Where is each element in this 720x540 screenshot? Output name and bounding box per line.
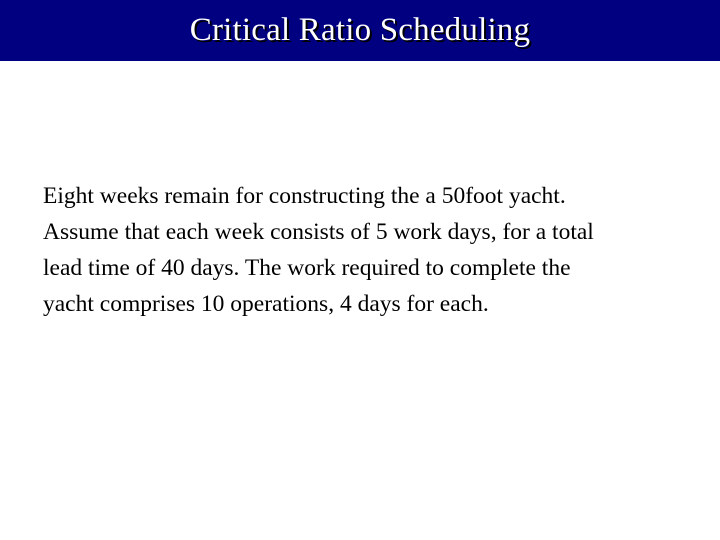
body-line-1: Eight weeks remain for constructing the a 50foot yacht.: [43, 183, 566, 209]
title-bar: [0, 0, 720, 61]
slide-body: [43, 178, 683, 322]
body-line-3: lead time of 40 days. The work required to complete the: [43, 255, 571, 281]
body-line-4: yacht comprises 10 operations, 4 days for each.: [43, 291, 489, 317]
body-line-2: Assume that each week consists of 5 work days, for a total: [43, 219, 594, 245]
slide-title: Critical Ratio Scheduling: [189, 12, 531, 48]
